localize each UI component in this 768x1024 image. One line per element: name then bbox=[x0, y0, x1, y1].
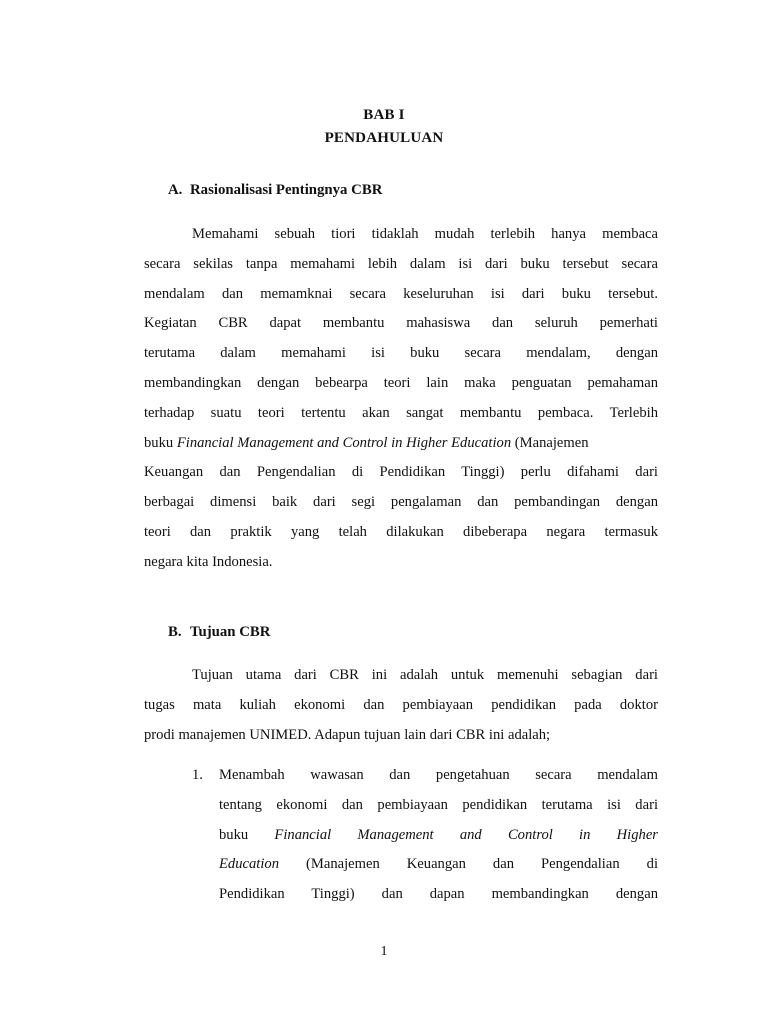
paragraph-line: mendalam dan memamknai secara keseluruhan isi dari buku tersebut. bbox=[144, 285, 658, 302]
list-line: Pendidikan Tinggi) dan dapan membandingkan dengan bbox=[219, 886, 658, 903]
page-number: 1 bbox=[380, 944, 388, 959]
paragraph-line: tugas mata kuliah ekonomi dan pembiayaan pendidikan pada doktor bbox=[144, 696, 658, 713]
paragraph-line: berbagai dimensi baik dari segi pengalaman dan pembandingan dengan bbox=[144, 494, 658, 511]
paragraph-line: Memahami sebuah tiori tidaklah mudah terlebih hanya membaca bbox=[192, 226, 658, 242]
paragraph-line bbox=[144, 429, 658, 459]
paragraph-line: Kegiatan CBR dapat membantu mahasiswa dan seluruh pemerhati bbox=[144, 315, 658, 332]
chapter-number: BAB I bbox=[363, 107, 405, 123]
section-a-letter: A. bbox=[168, 182, 183, 198]
chapter-title: PENDAHULUAN bbox=[324, 130, 444, 146]
paragraph-line: secara sekilas tanpa memahami lebih dalam isi dari buku tersebut secara bbox=[144, 255, 658, 272]
section-b-heading bbox=[168, 624, 270, 641]
section-a-heading bbox=[168, 182, 382, 199]
paragraph-line: terutama dalam memahami isi buku secara mendalam, dengan bbox=[144, 345, 658, 362]
list-item-number: 1. bbox=[192, 767, 203, 783]
section-b-letter: B. bbox=[168, 624, 182, 640]
book-title-italic: Financial Management and Control in Higher Education bbox=[176, 434, 512, 451]
section-b-paragraph bbox=[144, 661, 658, 750]
paragraph-line: membandingkan dengan bebearpa teori lain maka penguatan pemahaman bbox=[144, 374, 658, 391]
paragraph-line: terhadap suatu teori tertentu akan sangat membantu pembaca. Terlebih bbox=[144, 404, 658, 421]
line-suffix: (Manajemen Keuangan dan Pengendalian di bbox=[306, 856, 658, 873]
paragraph-line: teori dan praktik yang telah dilakukan dibeberapa negara termasuk bbox=[144, 523, 658, 540]
paragraph-line: Keuangan dan Pengendalian di Pendidikan Tinggi) perlu difahami dari bbox=[144, 464, 658, 481]
list-item bbox=[219, 761, 658, 910]
line-suffix: (Manajemen bbox=[514, 434, 589, 451]
book-title-italic: Financial Management and Control in Higher bbox=[274, 826, 658, 843]
list-line bbox=[219, 821, 658, 851]
list-line: tentang ekonomi dan pembiayaan pendidikan terutama isi dari bbox=[219, 796, 658, 813]
list-line bbox=[219, 850, 658, 880]
section-a-title: Rasionalisasi Pentingnya CBR bbox=[190, 182, 383, 198]
chapter-heading bbox=[0, 104, 768, 150]
section-a-paragraph bbox=[144, 220, 658, 578]
paragraph-line: Tujuan utama dari CBR ini adalah untuk memenuhi sebagian dari bbox=[192, 667, 658, 683]
list-line: Menambah wawasan dan pengetahuan secara mendalam bbox=[219, 767, 658, 783]
book-title-italic: Education bbox=[219, 856, 279, 873]
line-prefix: buku bbox=[219, 826, 249, 843]
paragraph-line: prodi manajemen UNIMED. Adapun tujuan lain dari CBR ini adalah; bbox=[144, 726, 551, 743]
line-prefix: buku bbox=[144, 434, 174, 451]
paragraph-line: negara kita Indonesia. bbox=[144, 553, 273, 570]
section-b-title: Tujuan CBR bbox=[190, 624, 271, 640]
